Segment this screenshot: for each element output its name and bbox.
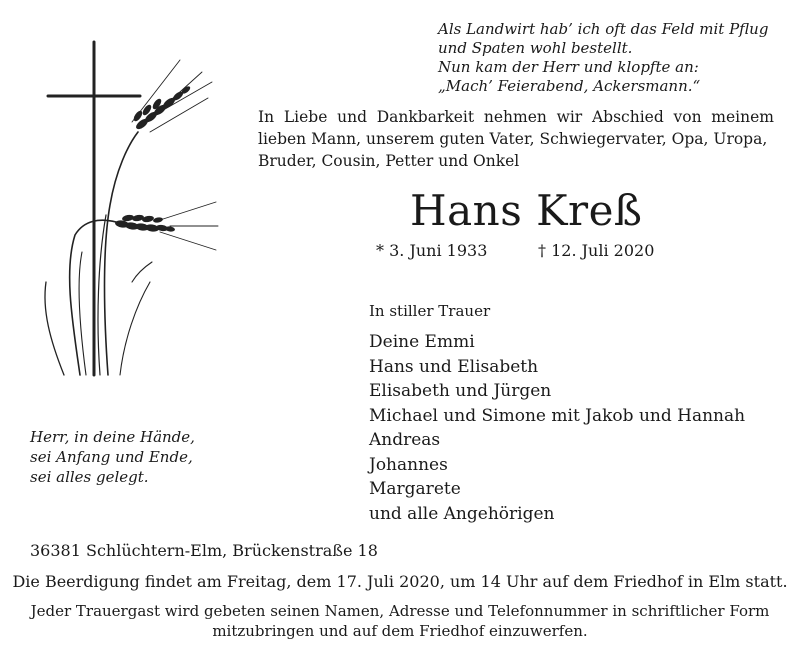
deceased-name: Hans Kreß <box>410 186 643 235</box>
verse-line: sei alles gelegt. <box>30 468 149 486</box>
intro-text <box>258 106 774 172</box>
mourner: Hans und Elisabeth <box>369 356 539 377</box>
mourner: Michael und Simone mit Jakob und Hannah <box>369 405 746 426</box>
intro-last-line: Bruder, Cousin, Petter und Onkel <box>258 152 520 170</box>
poem <box>438 20 788 96</box>
intro-body: In Liebe und Dankbarkeit nehmen wir Abschied von meinem lieben Mann, unserem guten Vater, Schwiegervater, Opa, Uropa, <box>258 108 774 148</box>
mourner: Deine Emmi <box>369 332 475 352</box>
poem-line: „Mach’ Feierabend, Ackersmann.“ <box>438 77 701 95</box>
mourner: Elisabeth und Jürgen <box>369 381 552 401</box>
mourner: und alle Angehörigen <box>369 503 555 524</box>
birth-date: * 3. Juni 1933 <box>376 241 488 260</box>
poem-line: Nun kam der Herr und klopfte an: <box>438 58 699 76</box>
notice-line: mitzubringen und auf dem Friedhof einzuwerfen. <box>212 622 588 640</box>
mourner: Andreas <box>369 430 441 450</box>
notice-line: Jeder Trauergast wird gebeten seinen Namen, Adresse und Telefonnummer in schriftlicher Form <box>30 602 770 620</box>
verse-line: Herr, in deine Hände, <box>30 428 195 446</box>
poem-line: Als Landwirt hab’ ich oft das Feld mit Pflug <box>438 20 769 38</box>
guest-notice <box>0 601 800 641</box>
cross-with-wheat-icon <box>20 20 220 380</box>
poem-line: und Spaten wohl bestellt. <box>438 39 633 57</box>
mourner: Johannes <box>369 454 448 475</box>
verse <box>30 427 195 487</box>
address: 36381 Schlüchtern-Elm, Brückenstraße 18 <box>30 541 378 560</box>
mourners-list <box>369 330 745 526</box>
mourning-label: In stiller Trauer <box>369 302 491 320</box>
funeral-info: Die Beerdigung findet am Freitag, dem 17. Juli 2020, um 14 Uhr auf dem Friedhof in Elm statt. <box>12 572 788 591</box>
mourner: Margarete <box>369 479 461 499</box>
death-date: † 12. Juli 2020 <box>538 241 655 260</box>
verse-line: sei Anfang und Ende, <box>30 448 193 466</box>
